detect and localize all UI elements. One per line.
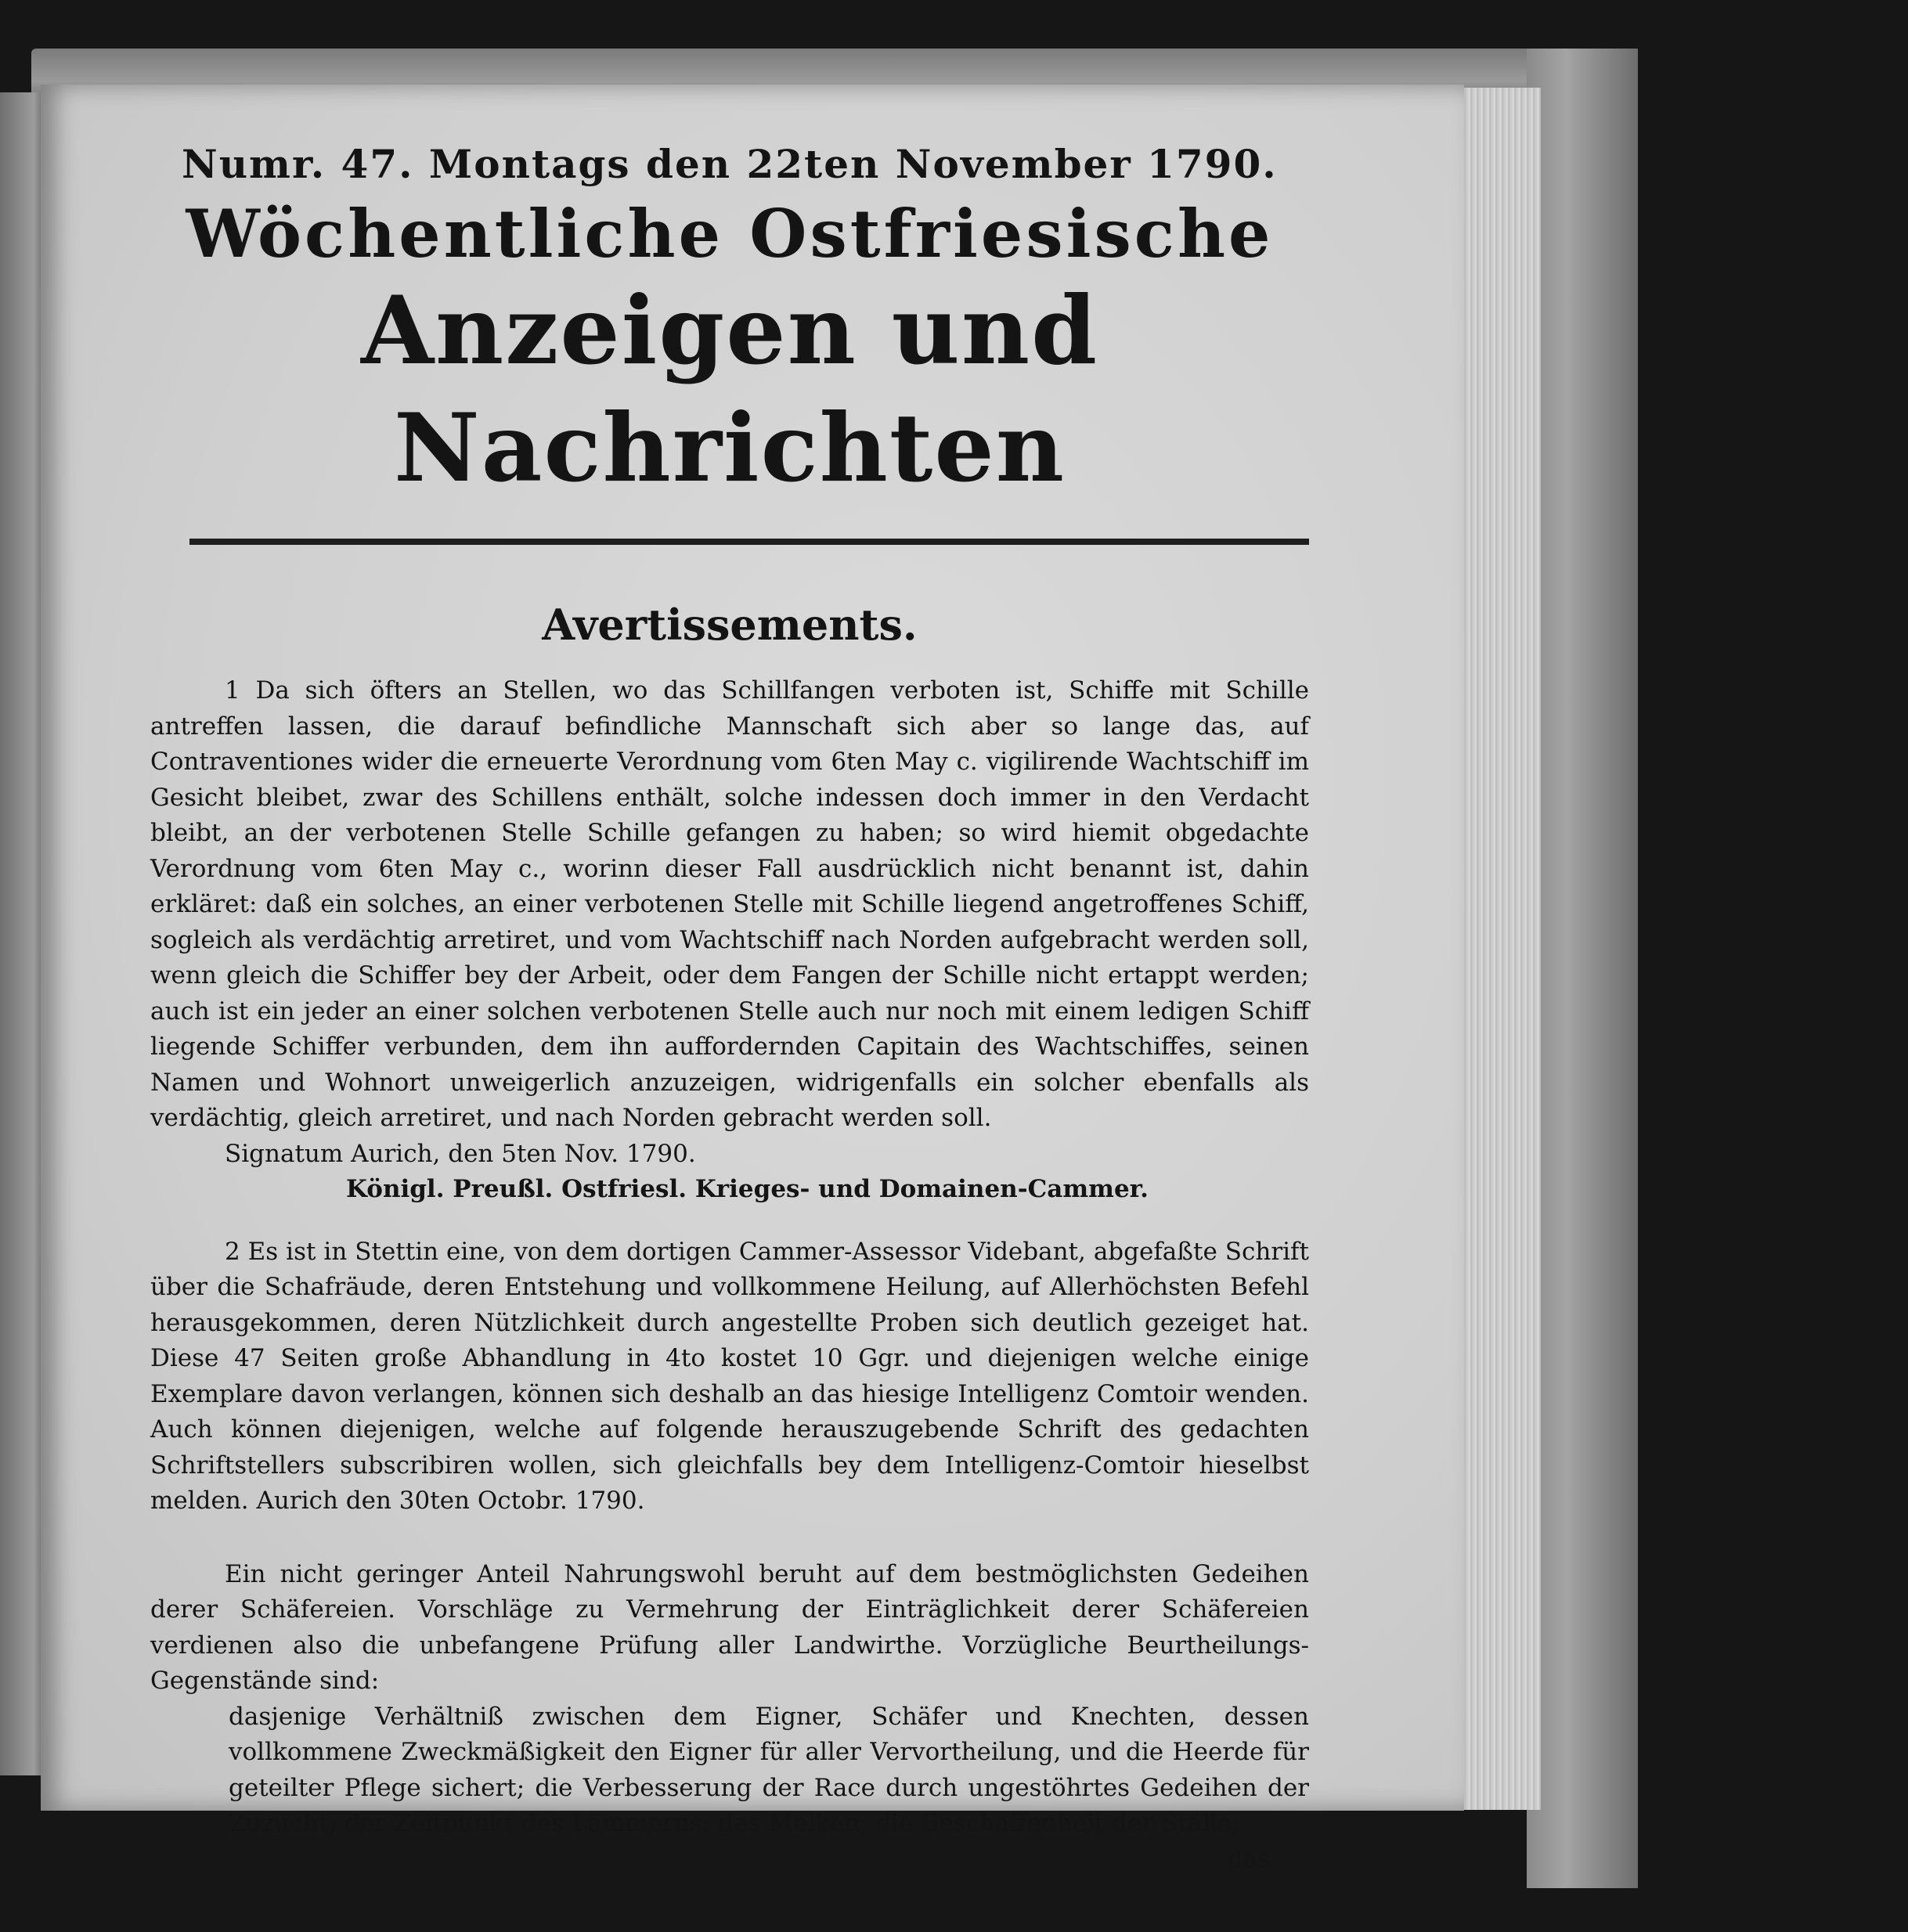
issue-line: Numr. 47. Montags den 22ten November 1790. bbox=[182, 141, 1278, 187]
notice-1-text: 1 Da sich öfters an Stellen, wo das Schillfangen verboten ist, Schiffe mit Schille antreffen lassen, die darauf befindliche Mannschaft sich aber so lange das, auf Contraventiones wider die erneuerte Verordnung vom 6ten May c. vigilirende Wachtschiff im Gesicht bleibet, zwar des Schillens enthält, solche indessen doch immer in den Verdacht bleibt, an der verbotenen Stelle Schille gefangen zu haben; so wird hiemit obgedachte Verordnung vom 6ten May c., worinn dieser Fall ausdrücklich nicht benannt ist, dahin erkläret: daß ein solches, an einer verbotenen Stelle mit Schille liegend angetroffenes Schiff, sogleich als verdächtig arretiret, und vom Wachtschiff nach Norden aufgebracht werden soll, wenn gleich die Schiffer bey der Arbeit, oder dem Fangen der Schille nicht ertappt werden; auch ist ein jeder an einer solchen verbotenen Stelle auch nur noch mit einem ledigen Schiff liegende Schiffer verbunden, dem ihn auffordernden Capitain des Wachtschiffes, seinen Namen und Wohnort unweigerlich anzuzeigen, widrigenfalls ein solcher ebenfalls als verdächtig, gleich arretiret, und nach Norden gebracht werden soll. bbox=[150, 676, 1309, 1132]
page-edges bbox=[1455, 88, 1541, 1810]
newspaper-page bbox=[41, 85, 1464, 1873]
book-cover-right-edge bbox=[1527, 49, 1638, 1888]
notice-2-text: 2 Es ist in Stettin eine, von dem dortigen Cammer-Assessor Videbant, abgefaßte Schrift über die Schafräude, deren Entstehung und vollkommene Heilung, auf Allerhöchsten Befehl herausgekommen, deren Nützlichkeit durch angestellte Proben sich deutlich gezeiget hat. Diese 47 Seiten große Abhandlung in 4to kostet 10 Ggr. und diejenigen welche einige Exemplare davon verlangen, können sich deshalb an das hiesige Intelligenz Comtoir wenden. Auch können diejenigen, welche auf folgende herauszugebende Schrift des gedachten Schriftstellers subscribiren wollen, sich gleichfalls bey dem Intelligenz-Comtoir hieselbst melden. Aurich den 30ten Octobr. 1790. bbox=[150, 1237, 1309, 1515]
catchword: das bbox=[1227, 1844, 1270, 1873]
notice-3-list-text: dasjenige Verhältniß zwischen dem Eigner, Schäfer und Knechten, dessen vollkommene Zweckmäßigkeit den Eigner für aller Vervortheilung, und die Heerde für geteilter Pflege sichert; die Verbesserung der Race durch ungestöhrtes Gedeihen der Zuzucht; der Zeitpunkt des Lämmerns; das Melken; die Beschaffenheit der Ställe; bbox=[229, 1702, 1309, 1837]
masthead-rule bbox=[189, 539, 1309, 545]
masthead-line-2: Anzeigen und Nachrichten bbox=[360, 276, 1099, 503]
section-title: Avertissements. bbox=[542, 600, 918, 650]
notice-3-text: Ein nicht geringer Anteil Nahrungswohl beruht auf dem bestmöglichsten Gedeihen derer Schäfereien. Vorschläge zu Vermehrung der Einträglichkeit derer Schäfereien verdienen also die unbefangene Prüfung aller Landwirthe. Vorzügliche Beurtheilungs-Gegenstände sind: bbox=[150, 1559, 1309, 1695]
notice-1-signature: Signatum Aurich, den 5ten Nov. 1790. bbox=[225, 1139, 696, 1168]
notice-1-authority: Königl. Preußl. Ostfriesl. Krieges- und Domainen-Cammer. bbox=[346, 1175, 1149, 1203]
page-content bbox=[150, 132, 1309, 1877]
masthead-line-1: Wöchentliche Ostfriesische bbox=[186, 195, 1274, 272]
